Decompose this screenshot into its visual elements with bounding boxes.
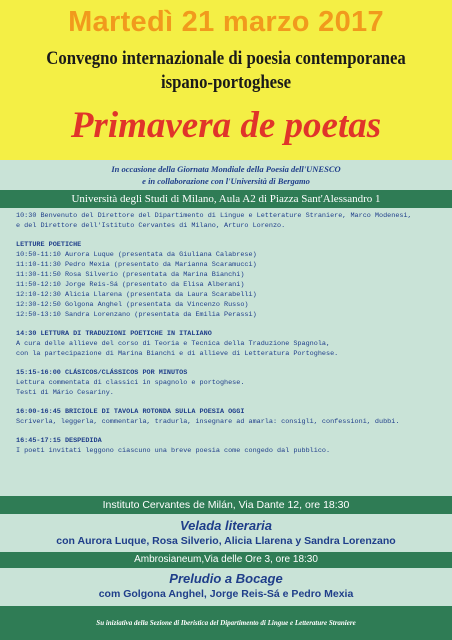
event-subtitle-preludio: com Golgona Anghel, Jorge Reis-Sá e Pedro Mexia <box>98 588 354 600</box>
poster-header <box>0 0 452 160</box>
section-heading: 14:30 LETTURA DI TRADUZIONI POETICHE IN ITALIANO <box>16 330 212 338</box>
event-date: Martedì 21 marzo 2017 <box>68 6 384 38</box>
venue-bar-cervantes: Instituto Cervantes de Milán, Via Dante 12, ore 18:30 <box>0 496 452 514</box>
reading-slot: 11:10-11:30 Pedro Mexia (presentato da Marianna Scaramucci) <box>16 261 257 269</box>
event-subtitle-velada: con Aurora Luque, Rosa Silverio, Alicia Llarena y Sandra Lorenzano <box>56 535 396 547</box>
program-line: Scriverla, leggerla, commentarla, tradurla, insegnare ad amarla: consigli, confessioni, dubbi. <box>16 418 400 426</box>
reading-slot: 12:10-12:30 Alicia Llarena (presentata da Laura Scarabelli) <box>16 291 257 299</box>
reading-slot: 11:50-12:10 Jorge Reis-Sá (presentato da Elisa Alberani) <box>16 281 245 289</box>
reading-slot: 11:30-11:50 Rosa Silverio (presentata da Marina Bianchi) <box>16 271 245 279</box>
translations-block <box>16 329 441 359</box>
program-line: I poeti invitati leggono ciascuno una breve poesia come congedo dal pubblico. <box>16 447 331 455</box>
intro-line-1: In occasione della Giornata Mondiale della Poesia dell'UNESCO <box>111 164 341 174</box>
event-title-preludio: Preludio a Bocage <box>169 571 283 586</box>
morning-program <box>16 211 441 465</box>
program-line: con la partecipazione di Marina Bianchi e di allieve di Letteratura Portoghese. <box>16 350 339 358</box>
poster-title: Primavera de poetas <box>70 105 382 146</box>
program-line: e del Direttore dell'Istituto Cervantes di Milano, Arturo Lorenzo. <box>16 222 286 230</box>
intro-line-2: e in collaborazione con l'Università di Bergamo <box>142 176 310 186</box>
program-line: Testi di Mário Cesariny. <box>16 389 114 397</box>
section-heading: 15:15-16:00 CLÁSICOS/CLÁSSICOS POR MINUTOS <box>16 369 188 377</box>
footer-bar: Su iniziativa della Sezione di Iberistica del Dipartimento di Lingue e Letterature Straniere <box>0 606 452 640</box>
intro-note <box>0 160 452 190</box>
readings-block <box>16 240 441 320</box>
reading-slot: 12:50-13:10 Sandra Lorenzano (presentata da Emilia Perassi) <box>16 311 257 319</box>
program-line: A cura delle allieve del corso di Teoria e Tecnica della Traduzione Spagnola, <box>16 340 331 348</box>
roundtable-block <box>16 407 441 427</box>
reading-slot: 12:30-12:50 Golgona Anghel (presentata da Vincenzo Russo) <box>16 301 249 309</box>
venue-bar-ambrosianeum: Ambrosianeum,Via delle Ore 3, ore 18:30 <box>0 552 452 568</box>
section-heading: LETTURE POETICHE <box>16 241 82 249</box>
program-line: Lettura commentata di classici in spagnolo e portoghese. <box>16 379 245 387</box>
convegno-line-2: ispano-portoghese <box>160 72 292 93</box>
farewell-block <box>16 436 441 456</box>
welcome-block <box>16 211 441 231</box>
event-title-velada: Velada literaria <box>179 518 272 533</box>
section-heading: 16:45-17:15 DESPEDIDA <box>16 437 102 445</box>
convegno-line-1: Convegno internazionale di poesia contemporanea <box>46 48 406 69</box>
classics-block <box>16 368 441 398</box>
section-heading: 16:00-16:45 BRICIOLE DI TAVOLA ROTONDA SULLA POESIA OGGI <box>16 408 245 416</box>
venue-bar-university: Università degli Studi di Milano, Aula A2 di Piazza Sant'Alessandro 1 <box>0 190 452 208</box>
program-line: 10:30 Benvenuto del Direttore del Dipartimento di Lingue e Letterature Straniere, Marco Modenesi, <box>16 212 412 220</box>
reading-slot: 10:50-11:10 Aurora Luque (presentata da Giuliana Calabrese) <box>16 251 257 259</box>
